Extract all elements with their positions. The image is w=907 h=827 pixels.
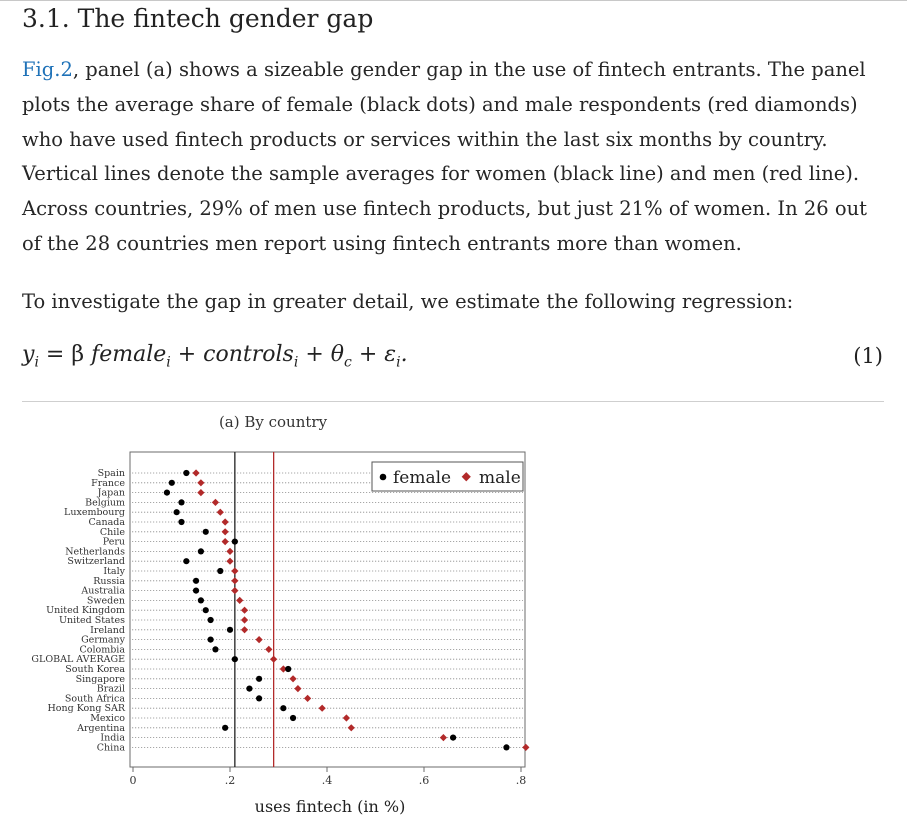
category-label-hong-kong-sar: Hong Kong SAR xyxy=(47,703,125,715)
eq-lhs: y xyxy=(22,342,35,367)
x-axis-label: uses fintech (in %) xyxy=(254,797,406,816)
female-point-china xyxy=(503,744,509,750)
category-label-france: France xyxy=(91,477,125,489)
category-label-mexico: Mexico xyxy=(90,713,125,724)
female-point-united-kingdom xyxy=(203,607,209,613)
legend-female-marker xyxy=(380,474,387,481)
male-point-japan xyxy=(197,489,204,496)
male-point-global-average xyxy=(270,656,277,663)
category-label-india: India xyxy=(100,732,125,744)
category-label-japan: Japan xyxy=(97,487,125,499)
paragraph-regression-intro: To investigate the gap in greater detail, we estimate the following regression: xyxy=(22,290,794,313)
male-point-switzerland xyxy=(226,558,233,565)
female-point-sweden xyxy=(198,597,204,603)
male-point-argentina xyxy=(348,724,355,731)
category-label-sweden: Sweden xyxy=(86,595,125,607)
category-label-colombia: Colombia xyxy=(79,644,125,656)
female-point-mexico xyxy=(290,715,296,721)
eq-epsilon-subscript: i xyxy=(396,354,401,371)
category-label-united-states: United States xyxy=(58,615,125,626)
x-tick-label-4: .8 xyxy=(515,774,527,787)
category-label-brazil: Brazil xyxy=(96,683,125,695)
male-point-germany xyxy=(256,636,263,643)
female-point-singapore xyxy=(256,676,262,682)
female-point-chile xyxy=(203,529,209,535)
male-point-brazil xyxy=(294,685,301,692)
male-point-india xyxy=(440,734,447,741)
male-point-ireland xyxy=(241,626,248,633)
male-point-luxembourg xyxy=(217,509,224,516)
legend-female-label: female xyxy=(393,468,452,488)
eq-theta-subscript: c xyxy=(344,354,352,371)
male-point-south-africa xyxy=(304,695,311,702)
female-point-colombia xyxy=(212,646,218,652)
legend-male-label: male xyxy=(479,468,521,488)
male-point-italy xyxy=(231,567,238,574)
eq-period: . xyxy=(400,342,408,367)
female-point-ireland xyxy=(227,627,233,633)
category-label-russia: Russia xyxy=(93,575,125,587)
category-label-australia: Australia xyxy=(81,585,125,597)
x-tick-label-1: .2 xyxy=(224,774,236,787)
category-label-ireland: Ireland xyxy=(90,624,125,636)
section-heading: 3.1. The fintech gender gap xyxy=(22,4,374,33)
male-point-united-states xyxy=(241,616,248,623)
category-label-canada: Canada xyxy=(88,517,125,528)
category-label-peru: Peru xyxy=(102,536,125,548)
x-tick-label-0: 0 xyxy=(129,774,137,787)
eq-beta: = β xyxy=(38,342,92,367)
female-point-france xyxy=(169,480,175,486)
female-point-luxembourg xyxy=(174,509,180,515)
eq-female-subscript: i xyxy=(166,354,171,371)
category-label-global-average: GLOBAL AVERAGE xyxy=(31,654,125,666)
female-point-canada xyxy=(178,519,184,525)
category-label-south-korea: South Korea xyxy=(65,664,125,675)
category-label-netherlands: Netherlands xyxy=(65,546,125,558)
category-label-luxembourg: Luxembourg xyxy=(64,507,125,519)
category-label-south-africa: South Africa xyxy=(64,693,125,705)
female-point-south-africa xyxy=(256,695,262,701)
chart-legend xyxy=(372,462,523,491)
eq-female-term: female xyxy=(91,342,167,367)
female-point-netherlands xyxy=(198,548,204,554)
category-label-chile: Chile xyxy=(99,526,125,538)
female-point-south-korea xyxy=(285,666,291,672)
female-point-global-average xyxy=(232,656,238,662)
female-point-peru xyxy=(232,539,238,545)
chart-title: (a) By country xyxy=(218,413,328,431)
eq-controls-subscript: i xyxy=(293,354,299,371)
category-label-italy: Italy xyxy=(103,566,125,577)
male-point-canada xyxy=(222,518,229,525)
paragraph-fintech-gap xyxy=(22,53,892,262)
top-divider xyxy=(0,0,907,1)
female-point-italy xyxy=(217,568,223,574)
male-point-mexico xyxy=(343,714,350,721)
eq-epsilon-term: + ε xyxy=(351,342,397,367)
eq-lhs-subscript: i xyxy=(34,354,39,371)
male-point-colombia xyxy=(265,646,272,653)
male-point-netherlands xyxy=(226,548,233,555)
female-point-united-states xyxy=(208,617,214,623)
eq-theta-term: + θ xyxy=(298,342,344,367)
male-point-chile xyxy=(222,528,229,535)
male-point-spain xyxy=(192,469,199,476)
female-point-russia xyxy=(193,578,199,584)
fintech-gender-gap-chart xyxy=(0,402,907,827)
male-point-china xyxy=(522,744,529,751)
female-point-belgium xyxy=(178,499,184,505)
equation-number: (1) xyxy=(853,344,883,368)
male-point-united-kingdom xyxy=(241,607,248,614)
male-point-australia xyxy=(231,587,238,594)
female-point-germany xyxy=(208,637,214,643)
category-label-united-kingdom: United Kingdom xyxy=(46,605,125,617)
x-tick-label-2: .4 xyxy=(321,774,333,787)
category-label-spain: Spain xyxy=(97,468,125,479)
figure-reference-link[interactable]: Fig.2 xyxy=(22,58,73,81)
female-point-switzerland xyxy=(183,558,189,564)
female-point-hong-kong-sar xyxy=(280,705,286,711)
male-point-belgium xyxy=(212,499,219,506)
category-label-argentina: Argentina xyxy=(77,722,125,734)
category-label-germany: Germany xyxy=(81,634,125,646)
male-point-peru xyxy=(222,538,229,545)
male-point-hong-kong-sar xyxy=(319,705,326,712)
female-point-india xyxy=(450,735,456,741)
category-label-china: China xyxy=(96,742,125,754)
female-point-australia xyxy=(193,588,199,594)
x-tick-label-3: .6 xyxy=(418,774,430,787)
female-point-brazil xyxy=(246,686,252,692)
plot-frame xyxy=(130,452,525,767)
category-label-singapore: Singapore xyxy=(75,673,125,685)
male-point-singapore xyxy=(289,675,296,682)
category-label-belgium: Belgium xyxy=(85,497,125,509)
female-point-argentina xyxy=(222,725,228,731)
male-point-france xyxy=(197,479,204,486)
eq-controls-term: + controls xyxy=(170,342,294,367)
regression-equation xyxy=(22,342,408,370)
female-point-spain xyxy=(183,470,189,476)
paragraph-body-text: , panel (a) shows a sizeable gender gap in the use of fintech entrants. The panel plots the average share of female (black dots) and male respondents (red diamonds) who have used fintech products or services within the last six months by country. Vertical lines denote the sample averages for women (black line) and men (red line). Across countries, 29% of men use fintech products, but just 21% of women. In 26 out of the 28 countries men report using fintech entrants more than women. xyxy=(22,58,867,255)
male-point-sweden xyxy=(236,597,243,604)
female-point-japan xyxy=(164,490,170,496)
category-label-switzerland: Switzerland xyxy=(67,556,125,568)
male-point-russia xyxy=(231,577,238,584)
